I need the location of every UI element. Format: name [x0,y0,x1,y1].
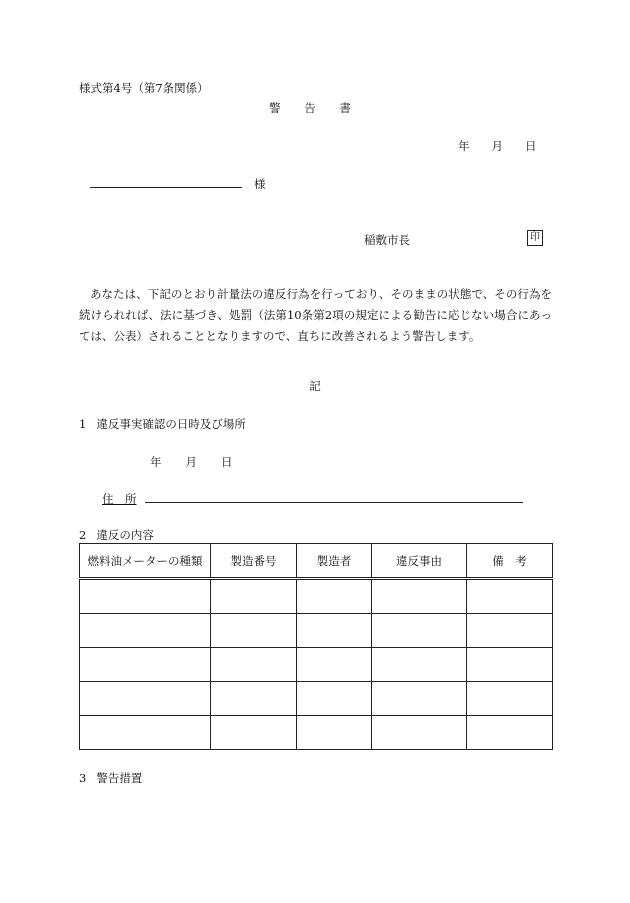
table-cell [372,614,467,648]
table-cell [297,716,372,750]
table-cell [211,682,297,716]
table-cell [372,648,467,682]
section-1-address [102,490,523,507]
document-title: 警 告 書 [269,101,361,115]
table-cell [372,716,467,750]
table-cell [372,579,467,614]
table-cell [467,648,553,682]
section-3-number: 3 [79,771,87,785]
column-header: 製造番号 [211,544,297,579]
table-cell [467,682,553,716]
issue-date [458,138,537,154]
table-header-row [80,544,553,579]
sec1-day-label: 日 [221,455,233,469]
section-1-heading [79,416,246,432]
table-cell [211,648,297,682]
sec1-month-label: 月 [185,455,197,469]
table-cell [80,648,211,682]
section-3-heading [79,770,142,786]
form-number: 様式第4号（第7条関係） [79,81,209,95]
sec1-year-label: 年 [150,455,162,469]
table-cell [80,614,211,648]
table-row [80,648,553,682]
table-cell [80,716,211,750]
table-cell [211,614,297,648]
warning-body-text: あなたは、下記のとおり計量法の違反行為を行っており、そのままの状態で、その行為を続けられれば、法に基づき、処罰（法第10条第2項の規定による勧告に応じない場合にあっては、公表）されることとなりますので、直ちに改善されるよう警告します。 [79,287,552,343]
table-row [80,614,553,648]
table-row [80,682,553,716]
section-3-title: 警告措置 [96,771,143,785]
addressee [90,175,266,192]
table-cell [297,682,372,716]
column-header: 燃料油メーターの種類 [80,544,211,579]
table-cell [467,716,553,750]
address-label: 住 所 [102,492,137,506]
address-blank-line [145,490,523,503]
column-header: 製造者 [297,544,372,579]
table-cell [297,579,372,614]
table-cell [80,579,211,614]
violation-table [79,543,553,750]
date-month-label: 月 [491,139,503,153]
table-cell [211,716,297,750]
column-header: 違反事由 [372,544,467,579]
issuer-name: 稲敷市長 [364,233,410,247]
table-cell [372,682,467,716]
ki-heading: 記 [309,379,321,393]
table-cell [297,648,372,682]
addressee-suffix: 様 [254,177,266,191]
column-header: 備 考 [467,544,553,579]
table-row [80,716,553,750]
section-1-title: 違反事実確認の日時及び場所 [96,417,246,431]
table-cell [211,579,297,614]
section-1-number: 1 [79,417,87,431]
table-cell [80,682,211,716]
table-row [80,579,553,614]
table-cell [467,579,553,614]
seal-mark: 印 [527,230,543,246]
table-cell [467,614,553,648]
section-2-title: 違反の内容 [96,528,154,542]
addressee-blank-line [90,175,242,188]
date-day-label: 日 [525,139,537,153]
date-year-label: 年 [458,139,470,153]
section-2-number: 2 [79,528,87,542]
section-2-heading [79,527,154,543]
table-cell [297,614,372,648]
section-1-date [150,454,233,470]
